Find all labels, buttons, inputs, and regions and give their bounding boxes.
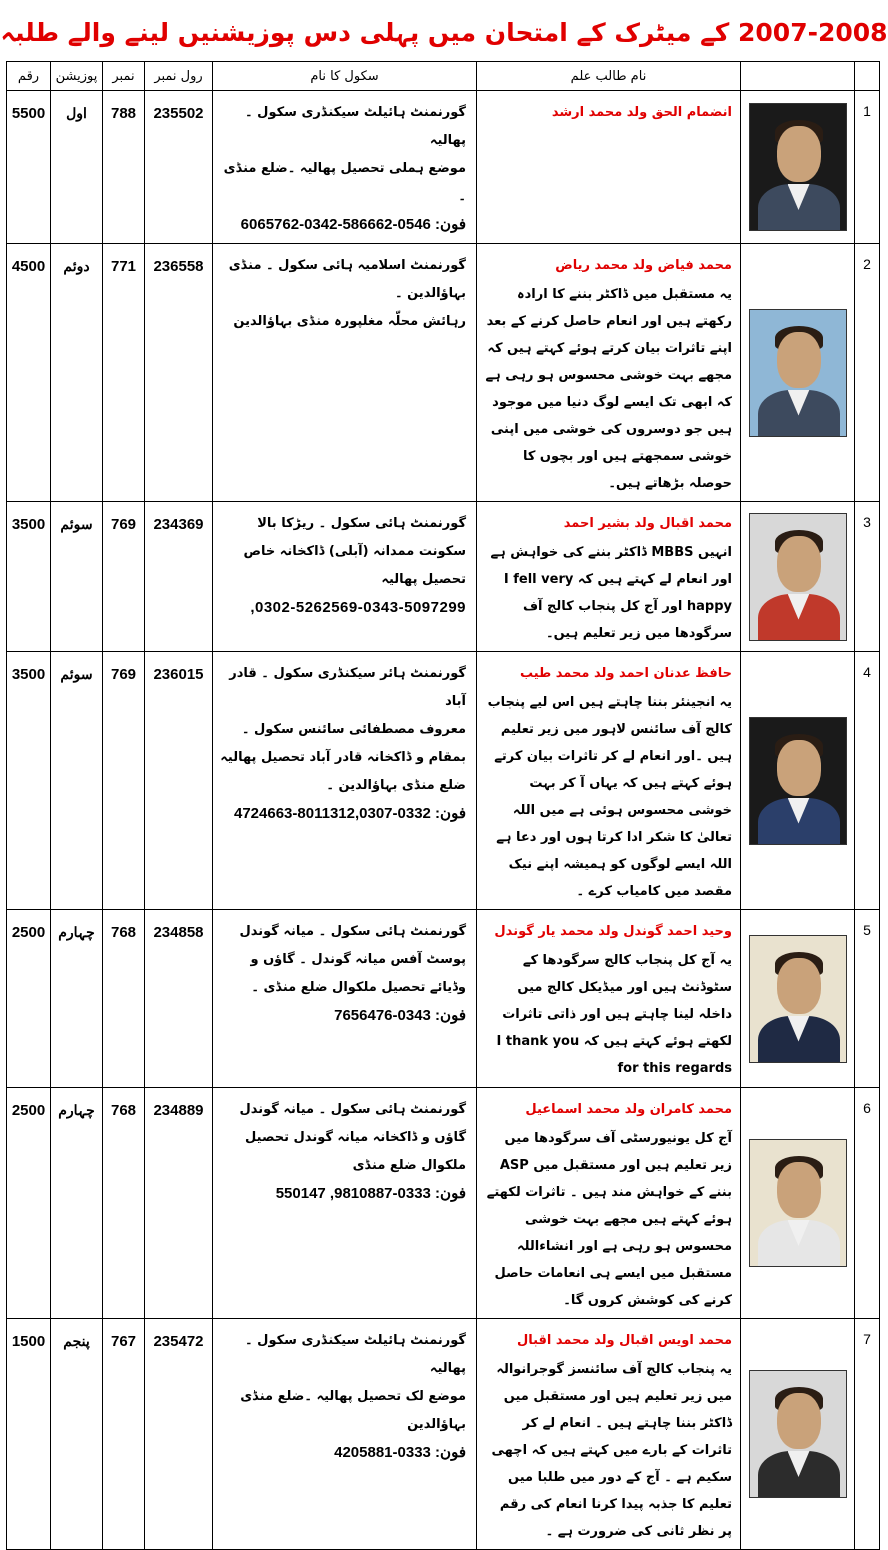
amount-cell: 1500 [7, 1319, 51, 1550]
school-line: گورنمنٹ ہائیلٹ سیکنڈری سکول ۔ پھالیہ [245, 1333, 466, 1376]
marks-cell: 768 [103, 910, 145, 1088]
roll-cell: 234369 [145, 502, 213, 652]
roll-cell: 234858 [145, 910, 213, 1088]
student-cell [477, 91, 741, 244]
header-school: سکول کا نام [213, 62, 477, 91]
student-photo [749, 103, 847, 231]
school-cell [213, 910, 477, 1088]
marks-cell: 769 [103, 502, 145, 652]
amount-cell: 2500 [7, 910, 51, 1088]
school-line: گورنمنٹ ہائیلٹ سیکنڈری سکول ۔ پھالیہ [245, 105, 466, 148]
student-name: وحید احمد گوندل ولد محمد یار گوندل [494, 924, 732, 939]
student-name: محمد اویس اقبال ولد محمد اقبال [516, 1333, 732, 1348]
table-row [7, 244, 880, 502]
student-cell [477, 1088, 741, 1319]
row-number: 5 [855, 910, 880, 1088]
photo-cell [741, 502, 855, 652]
student-name: حافظ عدنان احمد ولد محمد طیب [519, 666, 732, 681]
header-photo [741, 62, 855, 91]
school-cell [213, 1088, 477, 1319]
header-marks: نمبر [103, 62, 145, 91]
header-student: نام طالب علم [477, 62, 741, 91]
student-statement: آج کل یونیورسٹی آف سرگودھا میں زیر تعلیم ہیں اور مستقبل میں ASP بننے کے خواہش مند ہیں ۔ تاثرات لکھتے ہوئے کہتے ہیں مجھے بہت خوشی محسوس ہو رہی ہے اور انشاءاللہ مستقبل میں ایسے ہی انعامات حاصل کرنے کی کوشش کروں گا۔ [486, 1131, 732, 1308]
table-row [7, 91, 880, 244]
amount-cell: 3500 [7, 502, 51, 652]
roll-cell: 235502 [145, 91, 213, 244]
marks-cell: 788 [103, 91, 145, 244]
student-photo [749, 935, 847, 1063]
school-line: موضع ہملی تحصیل پھالیہ ۔ضلع منڈی ۔ [223, 161, 466, 204]
student-statement: یہ انجینئر بننا چاہتے ہیں اس لیے پنجاب کالج آف سائنس لاہور میں زیر تعلیم ہیں ۔اور انعام لے کر تاثرات بیان کرتے ہوئے کہتے ہیں کہ یہاں آ کر بہت خوشی محسوس ہوئی ہے میں اللہ تعالیٰ کا شکر ادا کرتا ہوں اور دعا ہے اللہ ایسے لوگوں کو ہمیشہ اپنے نیک مقصد میں کامیاب کرے ۔ [487, 695, 732, 899]
header-roll: رول نمبر [145, 62, 213, 91]
school-line: گورنمنٹ ہائی سکول ۔ ریڑکا بالا [257, 516, 466, 531]
header-num [855, 62, 880, 91]
amount-cell: 2500 [7, 1088, 51, 1319]
student-name: محمد کامران ولد محمد اسماعیل [525, 1102, 732, 1117]
student-name: انضمام الحق ولد محمد ارشد [551, 105, 732, 120]
phone-line: 0302-5262569-0343-5097299, [250, 599, 466, 616]
school-line: گورنمنٹ ہائر سیکنڈری سکول ۔ قادر آباد [229, 666, 466, 709]
header-position: پوزیشن [51, 62, 103, 91]
student-cell [477, 1319, 741, 1550]
student-photo [749, 1370, 847, 1498]
school-line: گورنمنٹ اسلامیہ ہائی سکول ۔ منڈی بہاؤالدین ۔ [228, 258, 466, 301]
photo-cell [741, 244, 855, 502]
photo-cell [741, 1319, 855, 1550]
student-photo [749, 1139, 847, 1267]
school-cell [213, 1319, 477, 1550]
student-name: محمد اقبال ولد بشیر احمد [563, 516, 732, 531]
amount-cell: 3500 [7, 652, 51, 910]
student-statement: یہ آج کل پنجاب کالج سرگودھا کے سٹوڈنٹ ہیں اور میڈیکل کالج میں داخلہ لینا چاہتے ہیں اور ذاتی تاثرات لکھتے ہوئے کہتے ہیں کہ I thank you for this regards [496, 953, 732, 1076]
student-statement: انہیں MBBS ڈاکٹر بننے کی خواہش ہے اور انعام لے کہتے ہیں کہ I fell very happy اور آج کل پنجاب کالج آف سرگودھا میں زیر تعلیم ہیں۔ [490, 545, 732, 641]
phone-line: فون: 0343-7656476 [334, 1007, 466, 1024]
position-cell: چہارم [51, 910, 103, 1088]
school-line: پوسٹ آفس میانہ گوندل ۔ گاؤں و وڈیائے تحصیل ملکوال ضلع منڈی ۔ [250, 952, 466, 995]
photo-cell [741, 910, 855, 1088]
student-photo [749, 513, 847, 641]
row-number: 4 [855, 652, 880, 910]
school-line: رہائش محلّہ مغلپورہ منڈی بہاؤالدین [233, 314, 466, 329]
phone-line: فون: 0332-8011312,0307-4724663 [234, 805, 466, 822]
school-line: گاؤں و ڈاکخانہ میانہ گوندل تحصیل ملکوال ضلع منڈی [245, 1130, 466, 1173]
table-row [7, 1319, 880, 1550]
row-number: 7 [855, 1319, 880, 1550]
header-row [7, 62, 880, 91]
school-cell [213, 502, 477, 652]
student-cell [477, 502, 741, 652]
school-line: موضع لک تحصیل پھالیہ ۔ضلع منڈی بہاؤالدین [240, 1389, 466, 1432]
marks-cell: 769 [103, 652, 145, 910]
table-row [7, 502, 880, 652]
photo-cell [741, 91, 855, 244]
position-cell: دوئم [51, 244, 103, 502]
marks-cell: 771 [103, 244, 145, 502]
student-photo [749, 309, 847, 437]
position-cell: پنجم [51, 1319, 103, 1550]
row-number: 3 [855, 502, 880, 652]
amount-cell: 5500 [7, 91, 51, 244]
photo-cell [741, 652, 855, 910]
student-cell [477, 244, 741, 502]
roster-table [6, 61, 880, 1550]
position-cell: چہارم [51, 1088, 103, 1319]
phone-line: فون: 0546-586662-0342-6065762 [240, 216, 466, 233]
position-cell: سوئم [51, 652, 103, 910]
student-statement: یہ پنجاب کالج آف سائنسز گوجرانوالہ میں زیر تعلیم ہیں اور مستقبل میں ڈاکٹر بننا چاہتے ہیں ۔ انعام لے کر تاثرات کے بارے میں کہتے ہیں کہ اچھی سکیم ہے ۔ آج کے دور میں طلبا میں تعلیم کا جذبہ پیدا کرنا انعام کی رقم پر نظر ثانی کی ضرورت ہے ۔ [491, 1362, 732, 1539]
student-name: محمد فیاض ولد محمد ریاض [555, 258, 732, 273]
page-title: 2007-2008 کے میٹرک کے امتحان میں پہلی دس پوزیشنیں لینے والے طلبہ [0, 18, 888, 47]
school-cell [213, 652, 477, 910]
phone-line: فون: 0333-4205881 [334, 1444, 466, 1461]
marks-cell: 768 [103, 1088, 145, 1319]
phone-line: فون: 0333-9810887, 550147 [275, 1185, 466, 1202]
roll-cell: 234889 [145, 1088, 213, 1319]
school-line: معروف مصطفائی سائنس سکول ۔ بمقام و ڈاکخانہ قادر آباد تحصیل پھالیہ ضلع منڈی بہاؤالدین ۔ [220, 722, 466, 793]
row-number: 1 [855, 91, 880, 244]
student-cell [477, 652, 741, 910]
table-row [7, 910, 880, 1088]
student-cell [477, 910, 741, 1088]
school-line: گورنمنٹ ہائی سکول ۔ میانہ گوندل [239, 924, 466, 939]
student-statement: یہ مستقبل میں ڈاکٹر بننے کا ارادہ رکھتے ہیں اور انعام حاصل کرنے کے بعد اپنے تاثرات بیان کرتے ہوئے کہتے ہیں کہ مجھے بہت خوشی محسوس ہو رہی ہے کہ ابھی تک ایسے لوگ دنیا میں موجود ہیں جو دوسروں کی خوشی میں اپنی خوشی سمجھتے ہیں اور بچوں کا حوصلہ بڑھاتے ہیں۔ [485, 287, 732, 491]
position-cell: اول [51, 91, 103, 244]
header-amount: رقم [7, 62, 51, 91]
row-number: 2 [855, 244, 880, 502]
school-line: گورنمنٹ ہائی سکول ۔ میانہ گوندل [239, 1102, 466, 1117]
photo-cell [741, 1088, 855, 1319]
student-photo [749, 717, 847, 845]
row-number: 6 [855, 1088, 880, 1319]
school-line: سکونت ممدانہ (آبلی) ڈاکخانہ خاص تحصیل پھالیہ [243, 544, 466, 587]
table-row [7, 652, 880, 910]
roll-cell: 236558 [145, 244, 213, 502]
amount-cell: 4500 [7, 244, 51, 502]
roll-cell: 235472 [145, 1319, 213, 1550]
school-cell [213, 244, 477, 502]
school-cell [213, 91, 477, 244]
table-row [7, 1088, 880, 1319]
position-cell: سوئم [51, 502, 103, 652]
roll-cell: 236015 [145, 652, 213, 910]
marks-cell: 767 [103, 1319, 145, 1550]
